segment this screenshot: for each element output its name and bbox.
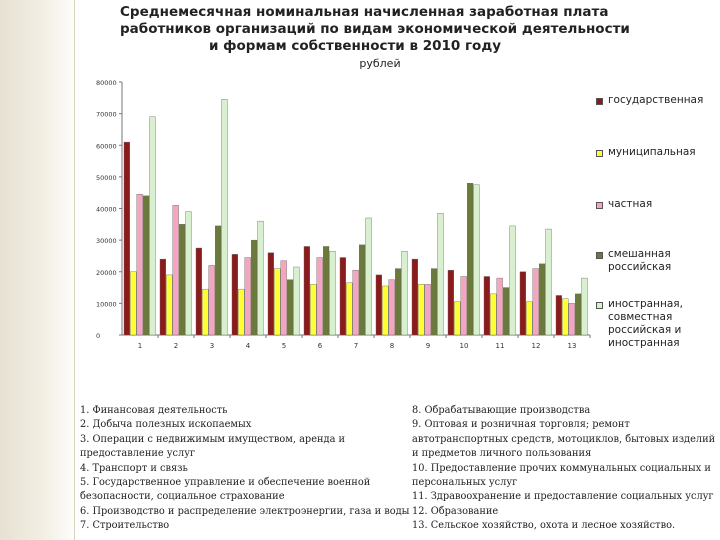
bar (281, 261, 287, 335)
legend-label-state: государственная (608, 94, 704, 106)
legend-swatch-municipal (596, 150, 603, 157)
bar (418, 284, 424, 335)
category-note: 2. Добыча полезных ископаемых (80, 419, 252, 431)
bar (232, 254, 238, 335)
bar (215, 226, 221, 335)
bar (222, 99, 228, 335)
legend-label-private: частная (608, 198, 653, 210)
bar (245, 258, 251, 335)
x-tick-label: 3 (209, 342, 215, 350)
bar (258, 221, 264, 335)
bar (575, 294, 581, 335)
bar (202, 289, 208, 335)
bar (238, 289, 244, 335)
bar (474, 185, 480, 335)
bar (490, 294, 496, 335)
bar (209, 265, 215, 335)
bar (359, 245, 365, 335)
units-label: рублей (359, 57, 401, 70)
bar (425, 284, 431, 335)
x-tick-label: 4 (245, 342, 251, 350)
bar (412, 259, 418, 335)
bar (376, 275, 382, 335)
bar (562, 299, 568, 335)
y-tick-label: 40000 (96, 205, 117, 214)
bar-chart (80, 70, 600, 360)
bar (287, 280, 293, 335)
x-tick-label: 7 (353, 342, 359, 350)
category-note: 4. Транспорт и связь (80, 462, 188, 474)
x-tick-label: 13 (567, 342, 577, 350)
category-note: 8. Обрабатывающие производства (412, 405, 591, 416)
bar (137, 194, 143, 335)
bar (304, 246, 310, 335)
bar (497, 278, 503, 335)
bar (346, 283, 352, 335)
bar (395, 269, 401, 335)
category-notes-left (80, 404, 410, 534)
bar (448, 270, 454, 335)
category-note: 7. Строительство (80, 520, 170, 532)
bar (330, 251, 336, 335)
y-tick-label: 60000 (96, 142, 117, 151)
y-tick-label: 70000 (96, 110, 117, 119)
y-tick-label: 10000 (96, 300, 117, 309)
bar (323, 246, 329, 335)
bar (196, 248, 202, 335)
bar (520, 272, 526, 335)
bar (539, 264, 545, 335)
category-note: 11. Здравоохранение и предоставление социальных услуг (412, 491, 714, 503)
bar (556, 295, 562, 335)
bar (130, 272, 136, 335)
category-note: 12. Образование (412, 505, 499, 517)
bar (166, 275, 172, 335)
bar (353, 270, 359, 335)
bar (294, 267, 300, 335)
x-tick-label: 2 (173, 342, 179, 350)
bar (546, 229, 552, 335)
chart-title-line-3: и формам собственности в 2010 году (208, 38, 502, 54)
legend-swatch-state (596, 98, 603, 105)
bar (382, 286, 388, 335)
bar (431, 269, 437, 335)
x-tick-label: 12 (531, 342, 541, 350)
category-note: 6. Производство и распределение электроэнергии, газа и воды (80, 505, 410, 517)
bar (143, 196, 149, 335)
x-tick-label: 6 (317, 342, 323, 350)
y-tick-label: 20000 (96, 268, 117, 277)
y-tick-label: 50000 (96, 173, 117, 182)
legend-swatch-mixed (596, 252, 603, 259)
bar (461, 276, 467, 335)
x-tick-label: 9 (425, 342, 431, 350)
bar (124, 142, 130, 335)
chart-title-line-2: работников организаций по видам экономической деятельности (120, 21, 630, 37)
legend-swatch-foreign (596, 302, 603, 309)
legend-label-mixed: смешанная российская (608, 248, 672, 273)
category-note: 9. Оптовая и розничная торговля; ремонт автотранспортных средств, мотоциклов, бытовых изделий и предметов личного пользования (412, 419, 716, 460)
decorative-side-strip (0, 0, 80, 540)
bar (533, 269, 539, 335)
bar (251, 240, 257, 335)
legend-swatch-private (596, 202, 603, 209)
y-tick-label: 80000 (96, 79, 117, 87)
category-note: 13. Сельское хозяйство, охота и лесное хозяйство. (412, 520, 676, 532)
bar (268, 253, 274, 335)
chart-title-line-1: Среднемесячная номинальная начисленная заработная плата (120, 4, 609, 20)
bar (389, 280, 395, 335)
category-note: 3. Операции с недвижимым имуществом, аренда и предоставление услуг (80, 433, 346, 460)
bar (438, 213, 444, 335)
y-tick-label: 30000 (96, 237, 117, 246)
bar (150, 117, 156, 335)
bar (317, 258, 323, 335)
bar (526, 302, 532, 335)
bar (467, 183, 473, 335)
bar (310, 284, 316, 335)
bar (454, 302, 460, 335)
category-note: 10. Предоставление прочих коммунальных социальных и персональных услуг (412, 462, 711, 489)
bar (503, 288, 509, 335)
bar (510, 226, 516, 335)
legend-label-municipal: муниципальная (608, 146, 696, 158)
category-notes-right (412, 404, 718, 534)
x-tick-label: 11 (495, 342, 505, 350)
chart-title (120, 4, 630, 55)
bar (402, 251, 408, 335)
bar (582, 278, 588, 335)
x-tick-label: 10 (459, 342, 469, 350)
category-note: 1. Финансовая деятельность (80, 405, 228, 416)
bar (179, 224, 185, 335)
bar (366, 218, 372, 335)
bar (173, 205, 179, 335)
x-tick-label: 5 (281, 342, 287, 350)
bar (186, 212, 192, 335)
bar (569, 303, 575, 335)
y-tick-label: 0 (96, 332, 101, 340)
category-note: 5. Государственное управление и обеспечение военной безопасности, социальное страхование (80, 477, 371, 503)
bar (340, 258, 346, 335)
legend-label-foreign: иностранная, совместная российская и иностранная (608, 298, 683, 349)
x-tick-label: 1 (137, 342, 143, 350)
x-tick-label: 8 (389, 342, 395, 350)
bar (484, 276, 490, 335)
bar (160, 259, 166, 335)
bar (274, 269, 280, 335)
